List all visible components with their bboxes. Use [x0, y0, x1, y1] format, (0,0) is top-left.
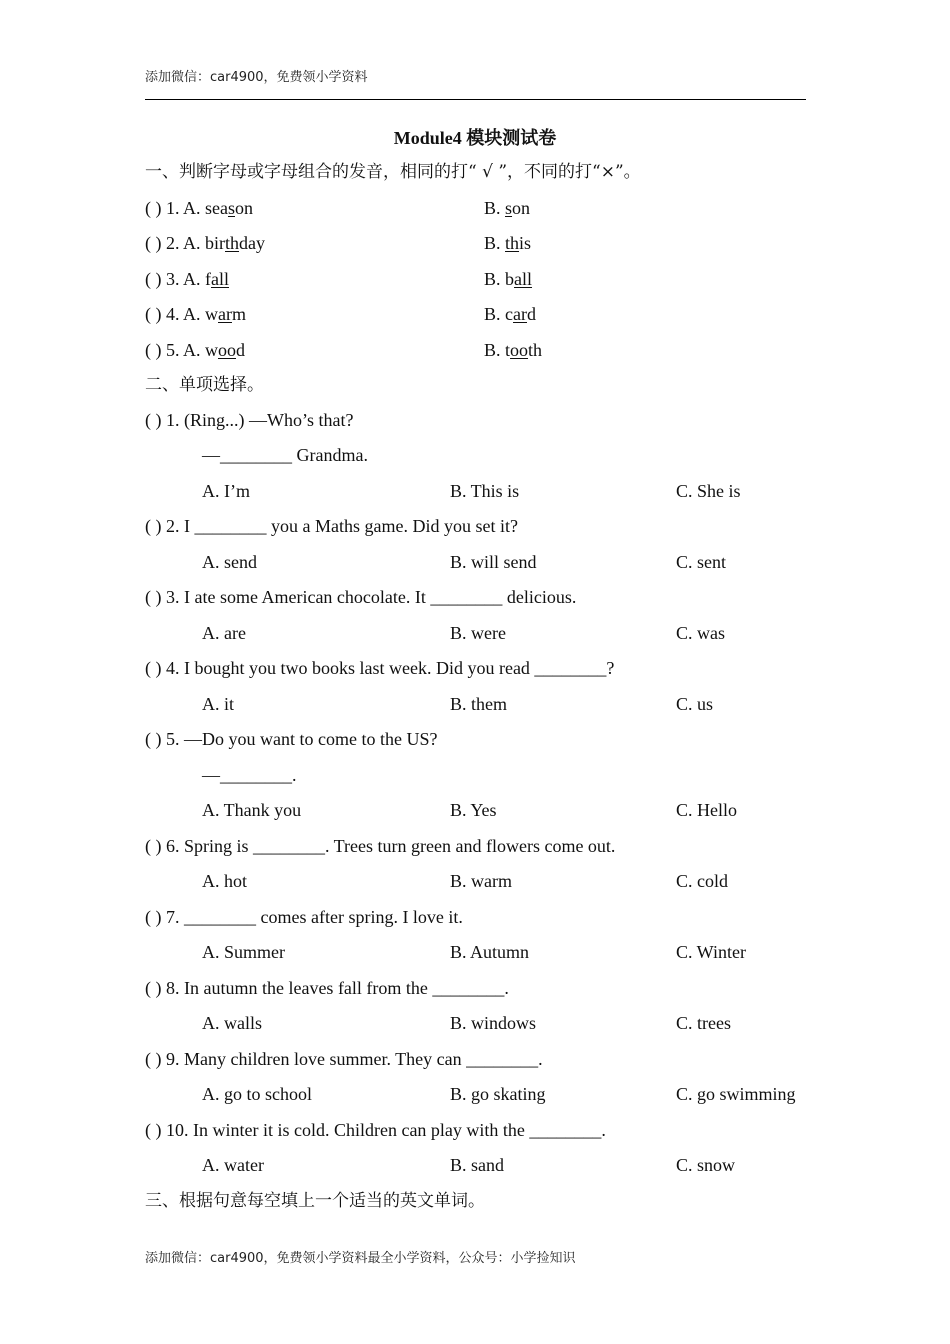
s1-q1-option-b: [484, 196, 530, 220]
s2-q2-stem: ( ) 2. I ________ you a Maths game. Did you set it?: [145, 516, 518, 536]
s1-q4-option-b: [484, 302, 536, 326]
s1-q2-b-underlined: th: [505, 233, 520, 253]
s1-q1-a-underlined: s: [227, 198, 235, 218]
s1-q5-option-b: [484, 338, 542, 362]
s1-q1-a-text: sea: [205, 198, 228, 218]
s1-q1-b-underlined: s: [505, 198, 513, 218]
s2-q2-option-c: C. sent: [676, 552, 727, 572]
s1-q5-b-prefix: B.: [484, 340, 506, 360]
s1-q4-b-prefix: B.: [484, 304, 506, 324]
s2-q10-option-b: B. sand: [450, 1155, 504, 1175]
s2-q5-stem: ( ) 5. —Do you want to come to the US?: [145, 729, 438, 749]
s1-q4-prefix: ( ) 4. A.: [145, 304, 205, 324]
s2-q10-option-a: A. water: [202, 1155, 264, 1175]
s2-q4-option-b: B. them: [450, 694, 507, 714]
s1-q4-a-rest: m: [231, 304, 246, 324]
s1-q3-option-b: [484, 267, 532, 291]
s2-q1-option-b: B. This is: [450, 481, 520, 501]
s2-q7-option-c: C. Winter: [676, 942, 746, 962]
s1-q5-prefix: ( ) 5. A.: [145, 340, 205, 360]
s2-q5-option-c: C. Hello: [676, 800, 737, 820]
s2-q3-option-b: B. were: [450, 623, 506, 643]
s1-q5-option-a: [145, 338, 245, 362]
s1-q2-a-underlined: th: [225, 233, 240, 253]
s1-q1-option-a: [145, 196, 253, 220]
s1-q1-a-rest: on: [235, 198, 253, 218]
s2-q5-option-b: B. Yes: [450, 800, 497, 820]
s2-q7-option-b: B. Autumn: [450, 942, 530, 962]
s1-q3-a-underlined: all: [211, 269, 229, 289]
s1-q5-a-underlined: oo: [218, 340, 236, 360]
page-footer: 添加微信：car4900，免费领小学资料最全小学资料，公众号：小学捡知识: [145, 1251, 576, 1266]
s1-q3-b-text: b: [505, 269, 515, 289]
s2-q6-option-b: B. warm: [450, 871, 512, 891]
s1-q5-b-rest: th: [528, 340, 543, 360]
s2-q8-stem: ( ) 8. In autumn the leaves fall from the ________.: [145, 978, 509, 998]
s2-q2-option-a: A. send: [202, 552, 257, 572]
section2-heading: 二、单项选择。: [145, 375, 264, 395]
s1-q3-prefix: ( ) 3. A.: [145, 269, 205, 289]
s2-q1-stem: ( ) 1. (Ring...) —Who’s that?: [145, 410, 354, 430]
s1-q5-a-rest: d: [236, 340, 245, 360]
s2-q9-option-c: C. go swimming: [676, 1084, 796, 1104]
s1-q2-b-prefix: B.: [484, 233, 506, 253]
s2-q5-sub: —________.: [202, 765, 297, 785]
s2-q2-option-b: B. will send: [450, 552, 537, 572]
s2-q3-stem: ( ) 3. I ate some American chocolate. It ________ delicious.: [145, 587, 577, 607]
s1-q3-b-underlined: all: [514, 269, 533, 289]
s2-q10-option-c: C. snow: [676, 1155, 736, 1175]
s2-q8-option-c: C. trees: [676, 1013, 731, 1033]
s1-q2-b-rest: is: [519, 233, 532, 253]
header-divider: [145, 99, 806, 100]
s2-q1-option-c: C. She is: [676, 481, 741, 501]
s1-q1-prefix: ( ) 1. A.: [145, 198, 205, 218]
s2-q6-stem: ( ) 6. Spring is ________. Trees turn green and flowers come out.: [145, 836, 616, 856]
s1-q5-b-text: t: [505, 340, 511, 360]
page-header: 添加微信：car4900，免费领小学资料: [145, 70, 368, 85]
s2-q7-stem: ( ) 7. ________ comes after spring. I love it.: [145, 907, 463, 927]
s2-q9-option-b: B. go skating: [450, 1084, 546, 1104]
s2-q3-option-c: C. was: [676, 623, 725, 643]
s2-q1-option-a: A. I’m: [202, 481, 250, 501]
s1-q5-a-text: w: [205, 340, 218, 360]
s2-q6-option-a: A. hot: [202, 871, 247, 891]
s1-q1-b-prefix: B.: [484, 198, 506, 218]
s1-q4-b-underlined: ar: [513, 304, 527, 324]
s1-q2-option-b: [484, 231, 531, 255]
s1-q4-b-text: c: [505, 304, 514, 324]
s2-q9-stem: ( ) 9. Many children love summer. They can ________.: [145, 1049, 543, 1069]
s2-q8-option-a: A. walls: [202, 1013, 262, 1033]
s1-q2-a-rest: day: [239, 233, 266, 253]
s2-q7-option-a: A. Summer: [202, 942, 285, 962]
s2-q6-option-c: C. cold: [676, 871, 728, 891]
s1-q2-a-text: bir: [205, 233, 225, 253]
s2-q4-stem: ( ) 4. I bought you two books last week. Did you read ________?: [145, 658, 615, 678]
s2-q4-option-a: A. it: [202, 694, 235, 714]
s1-q2-prefix: ( ) 2. A.: [145, 233, 205, 253]
s2-q9-option-a: A. go to school: [202, 1084, 312, 1104]
s2-q1-sub: —________ Grandma.: [202, 445, 368, 465]
s2-q10-stem: ( ) 10. In winter it is cold. Children can play with the ________.: [145, 1120, 606, 1140]
s2-q4-option-c: C. us: [676, 694, 714, 714]
s1-q1-b-rest: on: [512, 198, 531, 218]
page-title: Module4 模块测试卷: [393, 128, 557, 148]
s1-q4-option-a: [145, 302, 246, 326]
s1-q4-a-text: w: [205, 304, 218, 324]
s1-q3-b-prefix: B.: [484, 269, 506, 289]
s2-q8-option-b: B. windows: [450, 1013, 537, 1033]
s1-q2-option-a: [145, 231, 265, 255]
s1-q4-a-underlined: ar: [218, 304, 232, 324]
s1-q3-option-a: [145, 267, 229, 291]
section1-heading: 一、判断字母或字母组合的发音，相同的打“ √ ”，不同的打“×”。: [145, 162, 641, 182]
s1-q3-a-text: f: [205, 269, 211, 289]
s1-q5-b-underlined: oo: [510, 340, 529, 360]
s2-q3-option-a: A. are: [202, 623, 246, 643]
s2-q5-option-a: A. Thank you: [202, 800, 302, 820]
section3-heading: 三、根据句意每空填上一个适当的英文单词。: [145, 1191, 485, 1211]
s1-q4-b-rest: d: [527, 304, 536, 324]
